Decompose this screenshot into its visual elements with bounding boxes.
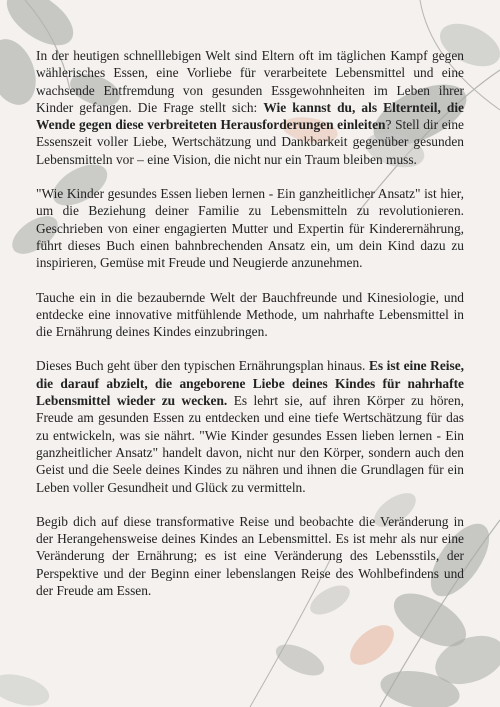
paragraph (36, 513, 464, 599)
paragraph (36, 357, 464, 495)
leaf-icon (271, 638, 328, 682)
text-run: In der heutigen schnelllebigen Welt sind Eltern oft im täglichen Kampf gegen wählerisches Essen, eine Vorliebe für verarbeitete Lebensmittel und eine wachsende Entfremdung von gesunden Essgewohnheiten im Leben ihrer Kinder gefangen. Die Frage stellt sich: (36, 48, 464, 115)
paragraph (36, 185, 464, 271)
paragraph (36, 289, 464, 341)
text-run: ? Stell dir eine Essenszeit voller Liebe, Wertschätzung und Dankbarkeit gegenüber gesunden Lebensmitteln vor – eine Vision, die nicht nur ein Traum bleiben muss. (36, 117, 464, 167)
document-body (36, 47, 464, 616)
text-run: "Wie Kinder gesundes Essen lieben lernen - Ein ganzheitlicher Ansatz" ist hier, um die Beziehung deiner Familie zu Lebensmitteln zu revolutionieren. Geschrieben von einer engagierten Mutter und Expertin für Kinderernährung, führt dieses Buch einen bahnbrechenden Ansatz ein, um dein Kind dazu zu inspirieren, Gemüse mit Freude und Neugierde anzunehmen. (36, 186, 464, 271)
bold-text-run: Es ist eine Reise, die darauf abzielt, die angeborene Liebe deines Kindes für nahrhafte Lebensmittel wieder zu wecken. (36, 358, 465, 409)
paragraph (36, 47, 464, 168)
bold-text-run: Wie kannst du, als Elternteil, die Wende gegen diese verbreiteten Herausforderungen einleiten (36, 99, 464, 133)
text-run: Begib dich auf diese transformative Reise und beobachte die Veränderung in der Herangehensweise deines Kindes an Lebensmittel. Es ist mehr als nur eine Veränderung der Ernährung; es ist eine Veränderung des Lebensstils, der Perspektive und der Beginn einer lebenslangen Reise des Wohlbefindens und der Freude am Essen. (36, 513, 464, 599)
leaf-icon (0, 669, 53, 707)
leaf-icon (343, 618, 401, 673)
text-run: Tauche ein in die bezaubernde Welt der Bauchfreunde und Kinesiologie, und entdecke eine innovative mitfühlende Methode, um nahrhafte Lebensmittel in die Ernährung deines Kindes einzubringen. (36, 289, 464, 340)
text-run: Es lehrt sie, auf ihren Körper zu hören, Freude am gesunden Essen zu entdecken und eine tiefe Wertschätzung für das zu entwickeln, was sie nährt. "Wie Kinder gesundes Essen lieben lernen - Ein ganzheitlicher Ansatz" handelt davon, nicht nur den Körper, sondern auch den Geist und die Seele deines Kindes zu nähren und ihnen die Grundlagen für ein Leben voller Gesundheit und Glück zu vermitteln. (36, 393, 464, 495)
text-run: Dieses Buch geht über den typischen Ernährungsplan hinaus. (36, 358, 369, 374)
